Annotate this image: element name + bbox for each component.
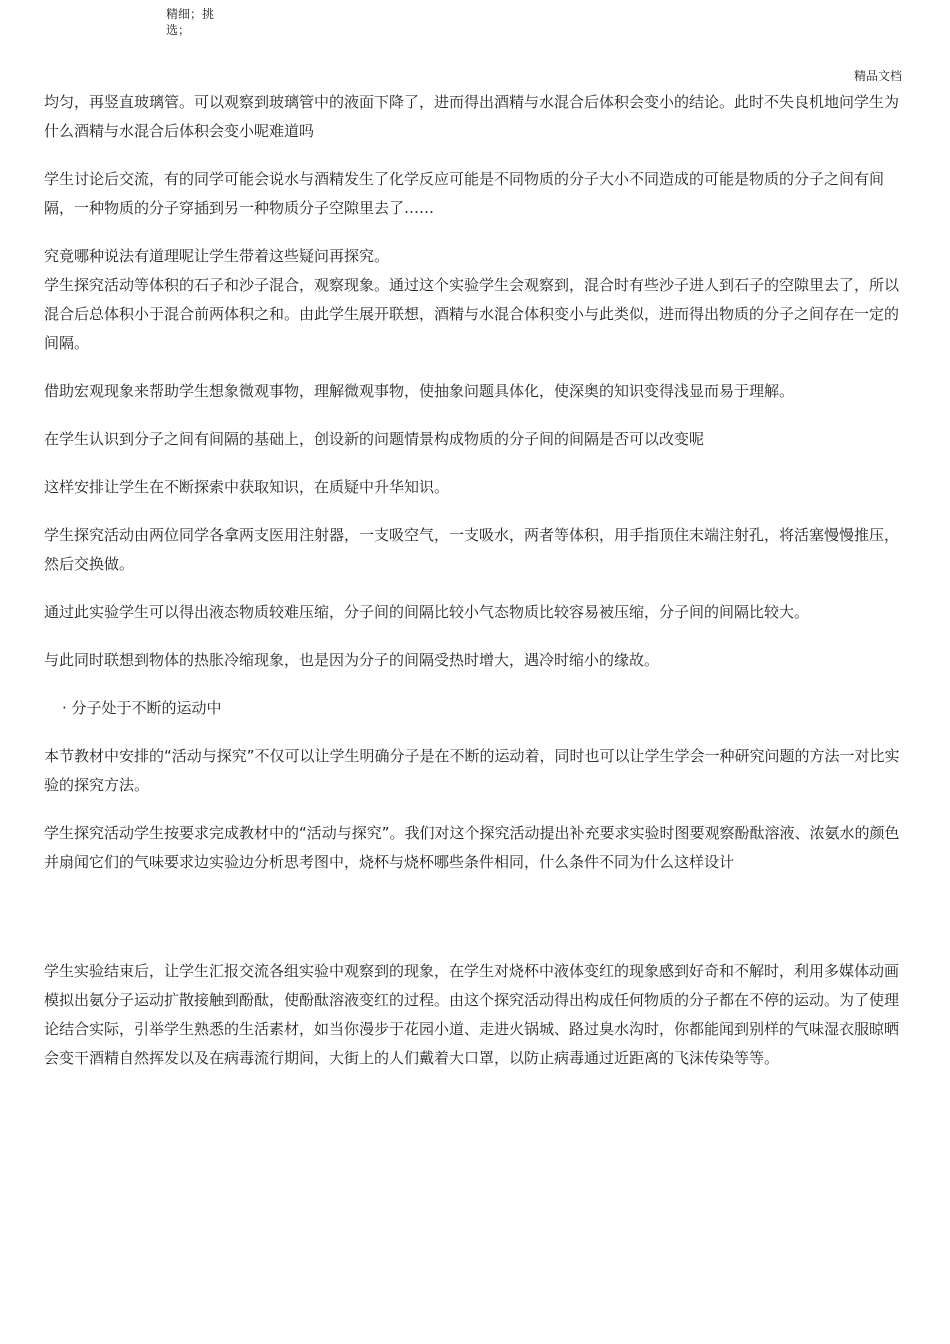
paragraph: 学生实验结束后，让学生汇报交流各组实验中观察到的现象，在学生对烧杯中液体变红的现象感到好奇和不解时，利用多媒体动画模拟出氨分子运动扩散接触到酚酞，使酚酞溶液变红的过程。由这个探究活动得出构成任何物质的分子都在不停的运动。为了使理论结合实际，引举学生熟悉的生活素材，如当你漫步于花园小道、走进火锅城、路过臭水沟时，你都能闻到别样的气味湿衣服晾晒会变干酒精自然挥发以及在病毒流行期间，大街上的人们戴着大口罩，以防止病毒通过近距离的飞沫传染等等。 bbox=[44, 962, 900, 1067]
header-label: 精品文档 bbox=[853, 69, 902, 83]
paragraph: 学生讨论后交流，有的同学可能会说水与酒精发生了化学反应可能是不同物质的分子大小不同造成的可能是物质的分子之间有间隔，一种物质的分子穿插到另一种物质分子空隙里去了…… bbox=[44, 170, 885, 217]
paragraph: 学生探究活动由两位同学各拿两支医用注射器，一支吸空气，一支吸水，两者等体积，用手指顶住末端注射孔，将活塞慢慢推压，然后交换做。 bbox=[44, 526, 900, 573]
paragraph: 究竟哪种说法有道理呢让学生带着这些疑问再探究。 bbox=[44, 247, 390, 265]
corner-note: 精细；挑选； bbox=[166, 7, 215, 37]
paragraph: 这样安排让学生在不断探索中获取知识，在质疑中升华知识。 bbox=[44, 478, 450, 496]
paragraph: 与此同时联想到物体的热胀冷缩现象，也是因为分子的间隔受热时增大，遇冷时缩小的缘故。 bbox=[44, 651, 660, 669]
document-body bbox=[44, 88, 906, 1073]
paragraph: 借助宏观现象来帮助学生想象微观事物，理解微观事物，使抽象问题具体化，使深奥的知识变得浅显而易于理解。 bbox=[44, 382, 795, 400]
paragraph: 在学生认识到分子之间有间隔的基础上，创设新的问题情景构成物质的分子间的间隔是否可以改变呢 bbox=[44, 430, 705, 448]
paragraph: 通过此实验学生可以得出液态物质较难压缩，分子间的间隔比较小气态物质比较容易被压缩，分子间的间隔比较大。 bbox=[44, 603, 810, 621]
section-bullet: · 分子处于不断的运动中 bbox=[62, 699, 222, 717]
paragraph: 学生探究活动学生按要求完成教材中的“活动与探究”。我们对这个探究活动提出补充要求实验时图要观察酚酞溶液、浓氨水的颜色并扇闻它们的气味要求边实验边分析思考图中，烧杯与烧杯哪些条件相同，什么条件不同为什么这样设计 bbox=[44, 824, 900, 871]
paragraph: 均匀，再竖直玻璃管。可以观察到玻璃管中的液面下降了，进而得出酒精与水混合后体积会变小的结论。此时不失良机地问学生为什么酒精与水混合后体积会变小呢难道吗 bbox=[44, 93, 900, 140]
paragraph: 学生探究活动等体积的石子和沙子混合，观察现象。通过这个实验学生会观察到，混合时有些沙子进人到石子的空隙里去了，所以混合后总体积小于混合前两体积之和。由此学生展开联想，酒精与水混合体积变小与此类似，进而得出物质的分子之间存在一定的间隔。 bbox=[44, 276, 900, 352]
paragraph: 本节教材中安排的“活动与探究”不仅可以让学生明确分子是在不断的运动着，同时也可以让学生学会一种研究问题的方法一对比实验的探究方法。 bbox=[44, 747, 900, 794]
